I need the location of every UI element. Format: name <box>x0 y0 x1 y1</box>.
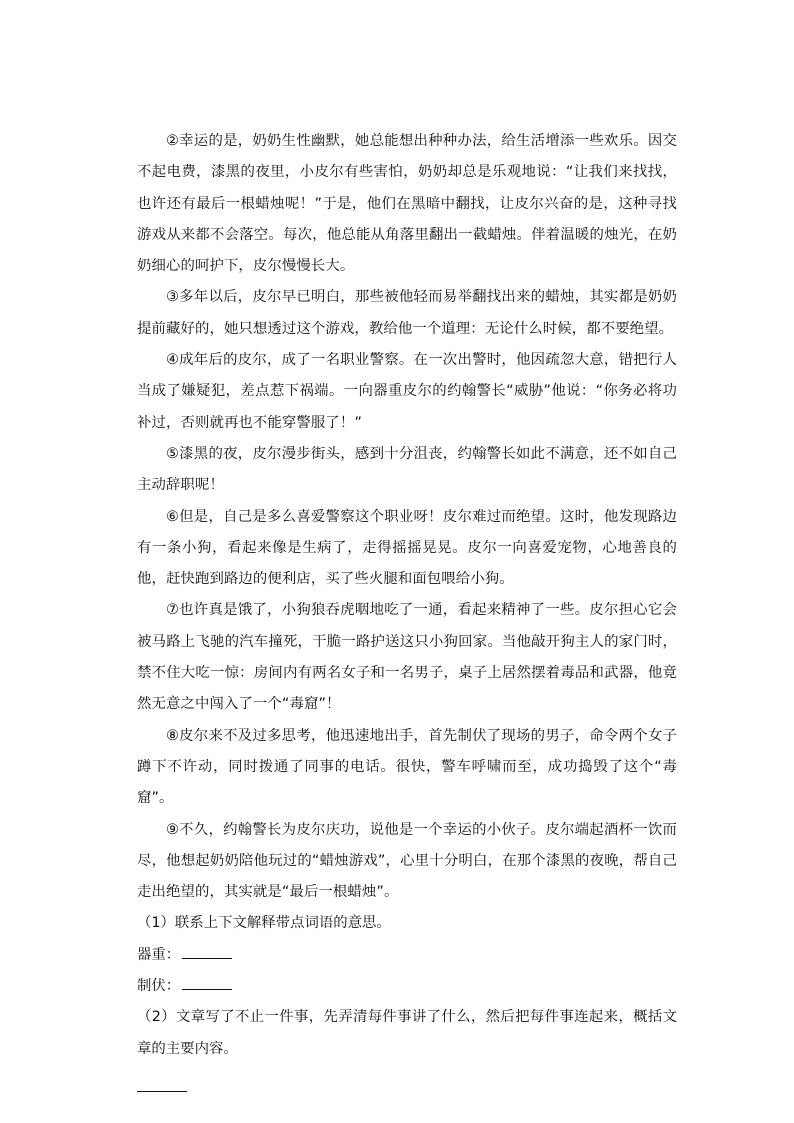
paragraph-5: ⑤漆黑的夜，皮尔漫步街头，感到十分沮丧，约翰警长如此不满意，还不如自己主动辞职呢！ <box>137 445 677 494</box>
term-1-label: 器重： <box>137 946 181 963</box>
paragraph-4: ④成年后的皮尔，成了一名职业警察。在一次出警时，他因疏忽大意，错把行人当成了嫌疑犯，差点惹下祸端。一向器重皮尔的约翰警长“威胁”他说：“你务必将功补过，否则就再也不能穿警服了！” <box>137 352 677 431</box>
question-2: （2）文章写了不止一件事，先弄清每件事讲了什么，然后把每件事连起来，概括文章的主要内容。 <box>137 1009 677 1057</box>
document-page <box>137 126 677 1092</box>
question-1: （1）联系上下文解释带点词语的意思。 <box>137 915 391 932</box>
paragraph-9: ⑨不久，约翰警长为皮尔庆功，说他是一个幸运的小伙子。皮尔端起酒杯一饮而尽，他想起奶奶陪他玩过的“蜡烛游戏”，心里十分明白，在那个漆黑的夜晚，帮自己走出绝望的，其实就是“最后一根蜡烛”。 <box>137 821 677 901</box>
answer-blank-3[interactable] <box>137 1071 187 1092</box>
term-row-1 <box>137 940 677 971</box>
paragraph-3: ③多年以后，皮尔早已明白，那些被他轻而易举翻找出来的蜡烛，其实都是奶奶提前藏好的，她只想透过这个游戏，教给他一个道理：无论什么时候，都不要绝望。 <box>137 289 677 337</box>
term-2-label: 制伏： <box>137 978 181 995</box>
paragraph-8: ⑧皮尔来不及过多思考，他迅速地出手，首先制伏了现场的男子，命令两个女子蹲下不许动，同时拨通了同事的电话。很快，警车呼啸而至，成功捣毁了这个“毒窟”。 <box>137 727 677 807</box>
paragraph-2: ②幸运的是，奶奶生性幽默，她总能想出种种办法，给生活增添一些欢乐。因交不起电费，漆黑的夜里，小皮尔有些害怕，奶奶却总是乐观地说：“让我们来找找，也许还有最后一根蜡烛呢！”于是，他们在黑暗中翻找，让皮尔兴奋的是，这种寻找游戏从来都不会落空。每次，他总能从角落里翻出一截蜡烛。伴着温暖的烛光，在奶奶细心的呵护下，皮尔慢慢长大。 <box>137 133 677 275</box>
answer-blank-1[interactable] <box>182 940 232 959</box>
term-row-2 <box>137 971 677 1002</box>
paragraph-6: ⑥但是，自己是多么喜爱警察这个职业呀！皮尔难过而绝望。这时，他发现路边有一条小狗，看起来像是生病了，走得摇摇晃晃。皮尔一向喜爱宠物，心地善良的他，赶快跑到路边的便利店，买了些火腿和面包喂给小狗。 <box>137 508 677 588</box>
paragraph-7: ⑦也许真是饿了，小狗狼吞虎咽地吃了一通，看起来精神了一些。皮尔担心它会被马路上飞驰的汽车撞死，干脆一路护送这只小狗回家。当他敲开狗主人的家门时，禁不住大吃一惊：房间内有两名女子和一名男子，桌子上居然摆着毒品和武器，他竟然无意之中闯入了一个“毒窟”！ <box>137 602 677 713</box>
answer-blank-2[interactable] <box>182 971 232 990</box>
